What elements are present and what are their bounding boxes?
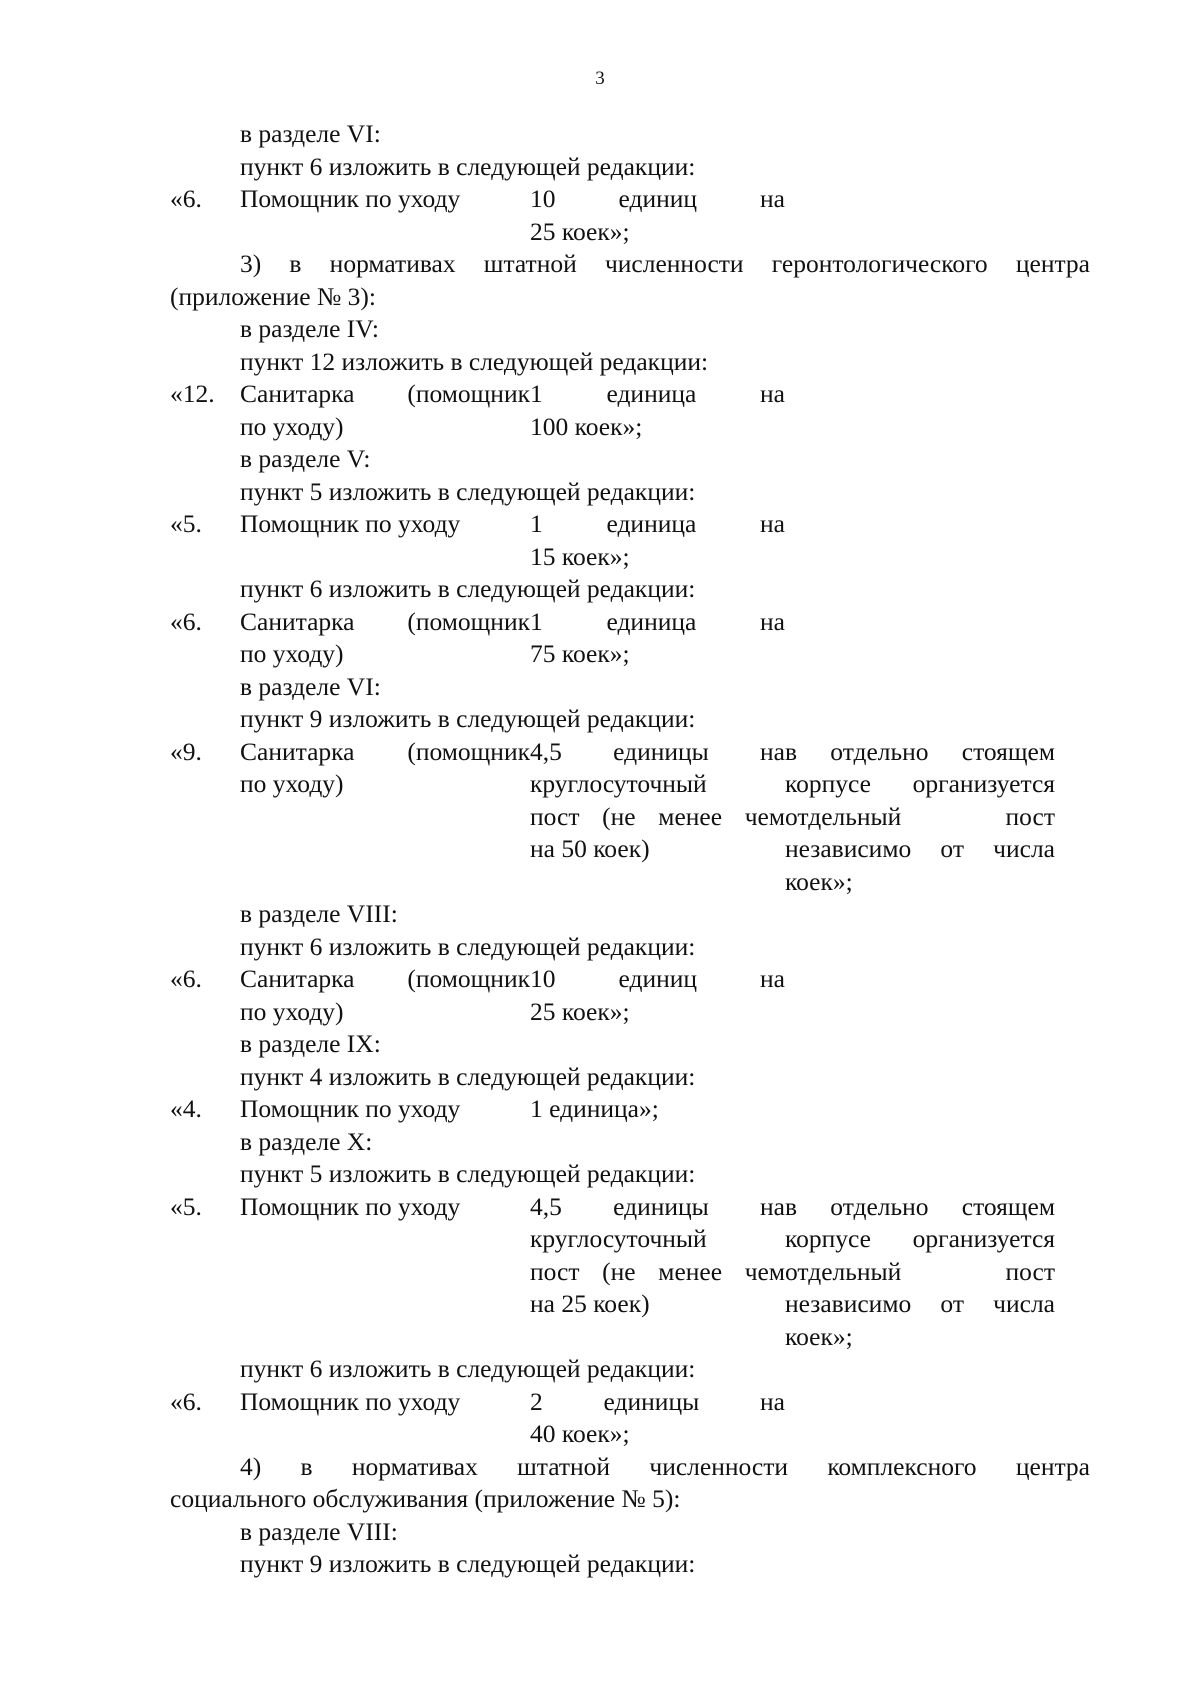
item-norm — [530, 1191, 785, 1354]
item-note-line: коек»; — [785, 1321, 853, 1351]
item-position-line: Помощник по уходу — [240, 509, 461, 538]
item-position — [240, 1191, 530, 1354]
item-number — [170, 736, 240, 899]
item-note-line: независимо от числа — [785, 1289, 1055, 1318]
item-position-line: Санитарка (помощник — [240, 964, 530, 993]
text-line: пункт 5 изложить в следующей редакции: — [240, 476, 696, 506]
item-note — [785, 1191, 1055, 1354]
staff-item — [170, 508, 1090, 573]
item-norm — [530, 1386, 785, 1451]
item-position-line: по уходу) — [240, 996, 344, 1026]
text-line: пункт 6 изложить в следующей редакции: — [240, 931, 696, 961]
text-line: пункт 9 изложить в следующей редакции: — [240, 1549, 696, 1578]
item-norm-line: пост (не менее чем — [530, 801, 785, 831]
item-note-line: независимо от числа — [785, 834, 1055, 863]
item-number — [170, 508, 240, 573]
item-position-line: по уходу) — [240, 769, 344, 798]
text-line: в разделе V: — [240, 444, 371, 473]
text-line: в разделе X: — [240, 1126, 373, 1156]
item-position — [240, 606, 530, 671]
item-number-text: «5. — [170, 509, 202, 538]
item-number-text: «6. — [170, 184, 202, 213]
item-norm-line: 1 единица на — [530, 509, 785, 538]
item-note — [785, 606, 1055, 671]
item-note-line: отдельный пост — [785, 801, 1055, 831]
item-norm-line: 4,5 единицы на — [530, 736, 785, 766]
text-line: в разделе IX: — [240, 1029, 381, 1058]
item-number — [170, 1093, 240, 1126]
item-position — [240, 1093, 530, 1126]
staff-item — [170, 378, 1090, 443]
item-position-line: Санитарка (помощник — [240, 736, 530, 766]
item-note — [785, 1093, 1055, 1126]
staff-item — [170, 963, 1090, 1028]
text-line: в разделе VIII: — [240, 1516, 398, 1546]
item-position — [240, 508, 530, 573]
staff-item — [170, 1191, 1090, 1354]
item-note — [785, 378, 1055, 443]
item-norm — [530, 736, 785, 899]
item-norm-line: 40 коек»; — [530, 1419, 630, 1448]
item-position — [240, 183, 530, 248]
text-line: в разделе VIII: — [240, 899, 398, 928]
item-position — [240, 1386, 530, 1451]
item-norm-line: 25 коек»; — [530, 996, 630, 1026]
item-note — [785, 1386, 1055, 1451]
paragraph-continuation-line: (приложение № 3): — [170, 281, 376, 311]
item-number — [170, 1386, 240, 1451]
item-norm-line: круглосуточный — [530, 769, 707, 798]
staff-item — [170, 1386, 1090, 1451]
item-norm-line: на 50 коек) — [530, 834, 650, 863]
item-position-line: по уходу) — [240, 411, 344, 441]
item-norm-line: 1 единица на — [530, 379, 785, 408]
item-position-line: Помощник по уходу — [240, 184, 461, 213]
item-position-line: Санитарка (помощник — [240, 606, 530, 636]
item-note-line: корпусе организуется — [785, 1224, 1055, 1253]
item-note-line: в отдельно стоящем — [785, 1191, 1055, 1221]
item-number-text: «6. — [170, 606, 202, 636]
item-norm-line: 1 единица»; — [530, 1094, 659, 1123]
item-norm-line: 10 единиц на — [530, 184, 785, 213]
paragraph-first-line: 4) в нормативах штатной численности комплексного центра — [240, 1451, 1090, 1481]
item-number-text: «5. — [170, 1191, 202, 1221]
item-norm — [530, 1093, 785, 1126]
item-note-line: корпусе организуется — [785, 769, 1055, 798]
item-norm-line: 25 коек»; — [530, 216, 630, 246]
paragraph-first-line: 3) в нормативах штатной численности геронтологического центра — [240, 249, 1090, 278]
item-norm-line: 10 единиц на — [530, 964, 785, 993]
item-note-line: в отдельно стоящем — [785, 736, 1055, 766]
item-norm — [530, 183, 785, 248]
text-line: пункт 6 изложить в следующей редакции: — [240, 1354, 696, 1383]
paragraph — [170, 1451, 1090, 1516]
text-line: пункт 9 изложить в следующей редакции: — [240, 704, 696, 733]
item-position-line: Помощник по уходу — [240, 1191, 461, 1221]
item-norm — [530, 508, 785, 573]
item-note — [785, 183, 1055, 248]
text-line: в разделе VI: — [240, 119, 381, 148]
page-number: 3 — [595, 68, 605, 89]
staff-item — [170, 736, 1090, 899]
item-number-text: «12. — [170, 379, 215, 408]
item-norm-line: круглосуточный — [530, 1224, 707, 1253]
item-norm-line: на 25 коек) — [530, 1289, 650, 1318]
item-number — [170, 963, 240, 1028]
item-note-line: коек»; — [785, 866, 853, 896]
item-norm-line: 15 коек»; — [530, 541, 630, 571]
item-note-line: отдельный пост — [785, 1256, 1055, 1286]
item-number — [170, 1191, 240, 1354]
item-number — [170, 606, 240, 671]
item-position — [240, 736, 530, 899]
item-position-line: Санитарка (помощник — [240, 379, 530, 408]
item-position-line: Помощник по уходу — [240, 1094, 461, 1123]
item-norm — [530, 378, 785, 443]
text-line: в разделе VI: — [240, 671, 381, 701]
text-line: пункт 6 изложить в следующей редакции: — [240, 151, 696, 181]
paragraph-continuation-line: социального обслуживания (приложение № 5): — [170, 1484, 681, 1513]
item-position — [240, 378, 530, 443]
item-note — [785, 508, 1055, 573]
text-line: пункт 4 изложить в следующей редакции: — [240, 1061, 696, 1091]
item-number — [170, 378, 240, 443]
item-position — [240, 963, 530, 1028]
item-number-text: «4. — [170, 1094, 202, 1123]
paragraph — [170, 248, 1090, 313]
text-line: в разделе IV: — [240, 314, 379, 343]
item-norm-line: 2 единицы на — [530, 1386, 785, 1416]
staff-item — [170, 183, 1090, 248]
staff-item — [170, 606, 1090, 671]
item-number — [170, 183, 240, 248]
item-norm-line: пост (не менее чем — [530, 1256, 785, 1286]
item-number-text: «9. — [170, 736, 202, 766]
item-position-line: по уходу) — [240, 639, 344, 668]
item-position-line: Помощник по уходу — [240, 1386, 461, 1416]
item-norm-line: 1 единица на — [530, 606, 785, 636]
item-norm-line: 75 коек»; — [530, 639, 630, 668]
item-norm-line: 4,5 единицы на — [530, 1191, 785, 1221]
document-body — [170, 118, 1090, 1581]
text-line: пункт 6 изложить в следующей редакции: — [240, 574, 696, 603]
item-note — [785, 963, 1055, 1028]
text-line: пункт 5 изложить в следующей редакции: — [240, 1159, 696, 1188]
item-norm — [530, 963, 785, 1028]
item-number-text: «6. — [170, 1386, 202, 1416]
item-norm-line: 100 коек»; — [530, 411, 643, 441]
item-number-text: «6. — [170, 964, 202, 993]
item-note — [785, 736, 1055, 899]
text-line: пункт 12 изложить в следующей редакции: — [240, 346, 709, 376]
item-norm — [530, 606, 785, 671]
staff-item — [170, 1093, 1090, 1126]
